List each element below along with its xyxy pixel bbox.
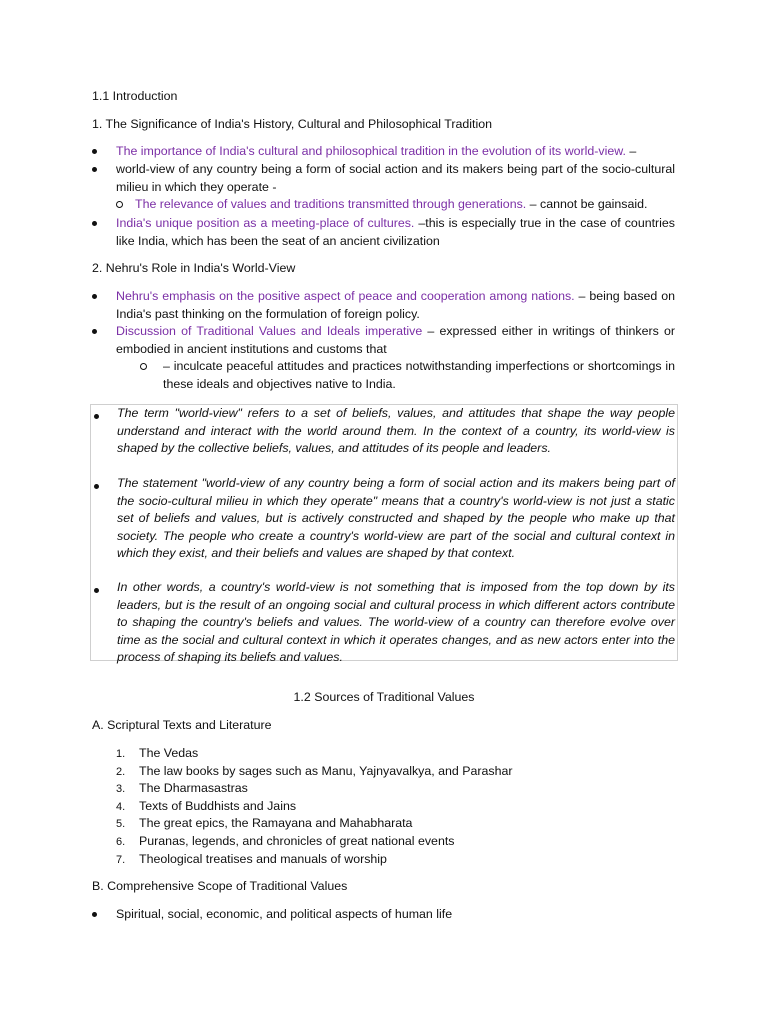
bullet-dot-icon — [92, 149, 97, 154]
bullet-dot-icon — [92, 167, 97, 172]
bullet-text-highlight: The relevance of values and traditions transmitted through generations. — [135, 197, 527, 211]
bullet-text-highlight: India's unique position as a meeting-place of cultures. — [116, 216, 415, 230]
bullet-text: Spiritual, social, economic, and political aspects of human life — [116, 907, 453, 921]
list-item — [92, 143, 675, 161]
list-item: Texts of Buddhists and Jains — [139, 799, 297, 813]
list-item — [92, 196, 675, 214]
list-item — [92, 288, 675, 324]
bullet-dot-icon — [92, 912, 97, 917]
bullet-text-highlight: Discussion of Traditional Values and Ideals imperative — [116, 324, 423, 338]
sources-heading: 1.2 Sources of Traditional Values — [293, 690, 475, 704]
list-number: 7. — [116, 854, 126, 866]
box-paragraph: The statement "world-view of any country being a form of social action and its makers being part of the socio-cultural milieu in which they operate" means that a country's world-view is not just a static set of beliefs and values, but is actively constructed and shaped by the people who make up that society. The people who create a country's world-view are part of the social and cultural context in which they exist, and their beliefs and values are shaped by that context. — [117, 476, 675, 560]
list-number: 4. — [116, 801, 126, 813]
bullet-dot-icon — [92, 294, 97, 299]
list-number: 5. — [116, 818, 126, 830]
list-item — [92, 323, 675, 359]
list-item: The great epics, the Ramayana and Mahabharata — [139, 816, 413, 830]
section-a-title: A. Scriptural Texts and Literature — [92, 718, 272, 732]
bullet-dot-icon — [94, 484, 99, 489]
bullet-text: – expressed either in writings of thinkers or embodied in ancient institutions and customs that — [116, 324, 675, 356]
bullet-text: – inculcate peaceful attitudes and practices notwithstanding imperfections or shortcomings in these ideals and objectives native to India. — [163, 359, 675, 391]
list-number: 6. — [116, 836, 126, 848]
section-b-title: B. Comprehensive Scope of Traditional Values — [92, 879, 348, 893]
section2-title: 2. Nehru's Role in India's World-View — [92, 261, 296, 275]
sub-bullet-circle-icon — [116, 201, 123, 208]
bullet-dot-icon — [94, 414, 99, 419]
list-number: 2. — [116, 766, 126, 778]
intro-heading: 1.1 Introduction — [92, 89, 178, 103]
list-item — [92, 358, 675, 394]
list-item: The Dharmasastras — [139, 781, 248, 795]
list-item — [92, 161, 675, 197]
list-item: Theological treatises and manuals of worship — [139, 852, 387, 866]
bullet-dot-icon — [92, 221, 97, 226]
bullet-text: world-view of any country being a form of social action and its makers being part of the socio-cultural milieu in which they operate - — [116, 162, 675, 194]
list-item: The law books by sages such as Manu, Yajnyavalkya, and Parashar — [139, 764, 513, 778]
list-number: 3. — [116, 783, 126, 795]
bullet-dot-icon — [94, 588, 99, 593]
bullet-text-highlight: Nehru's emphasis on the positive aspect of peace and cooperation among nations. — [116, 289, 575, 303]
list-number: 1. — [116, 748, 126, 760]
bullet-text: – being based on India's past thinking on the formulation of foreign policy. — [116, 289, 675, 321]
bullet-text: –this is especially true in the case of countries like India, which has been the seat of an ancient civilization — [116, 216, 676, 248]
list-item — [92, 906, 675, 924]
bullet-dot-icon — [92, 329, 97, 334]
box-paragraph: In other words, a country's world-view is not something that is imposed from the top down by its leaders, but is the result of an ongoing social and cultural process in which different actors contribute to shaping the country's beliefs and values. The world-view of a country can therefore evolve over time as the social and cultural context in which it operates changes, and as new actors enter into the process of shaping its beliefs and values. — [117, 580, 675, 664]
box-paragraph: The term "world-view" refers to a set of beliefs, values, and attitudes that shape the way people understand and interact with the world around them. In the context of a country, its world-view is shaped by the collective beliefs, values, and attitudes of its people and leaders. — [117, 406, 675, 455]
bullet-text-highlight: The importance of India's cultural and philosophical tradition in the evolution of its world-view. — [116, 144, 626, 158]
explanation-box — [90, 404, 678, 664]
bullet-text: – — [625, 144, 637, 158]
list-item — [92, 215, 675, 251]
section1-title: 1. The Significance of India's History, Cultural and Philosophical Tradition — [92, 117, 492, 131]
sub-bullet-circle-icon — [140, 363, 147, 370]
list-item: The Vedas — [139, 746, 199, 760]
list-item: Puranas, legends, and chronicles of great national events — [139, 834, 455, 848]
bullet-text: – cannot be gainsaid. — [526, 197, 648, 211]
